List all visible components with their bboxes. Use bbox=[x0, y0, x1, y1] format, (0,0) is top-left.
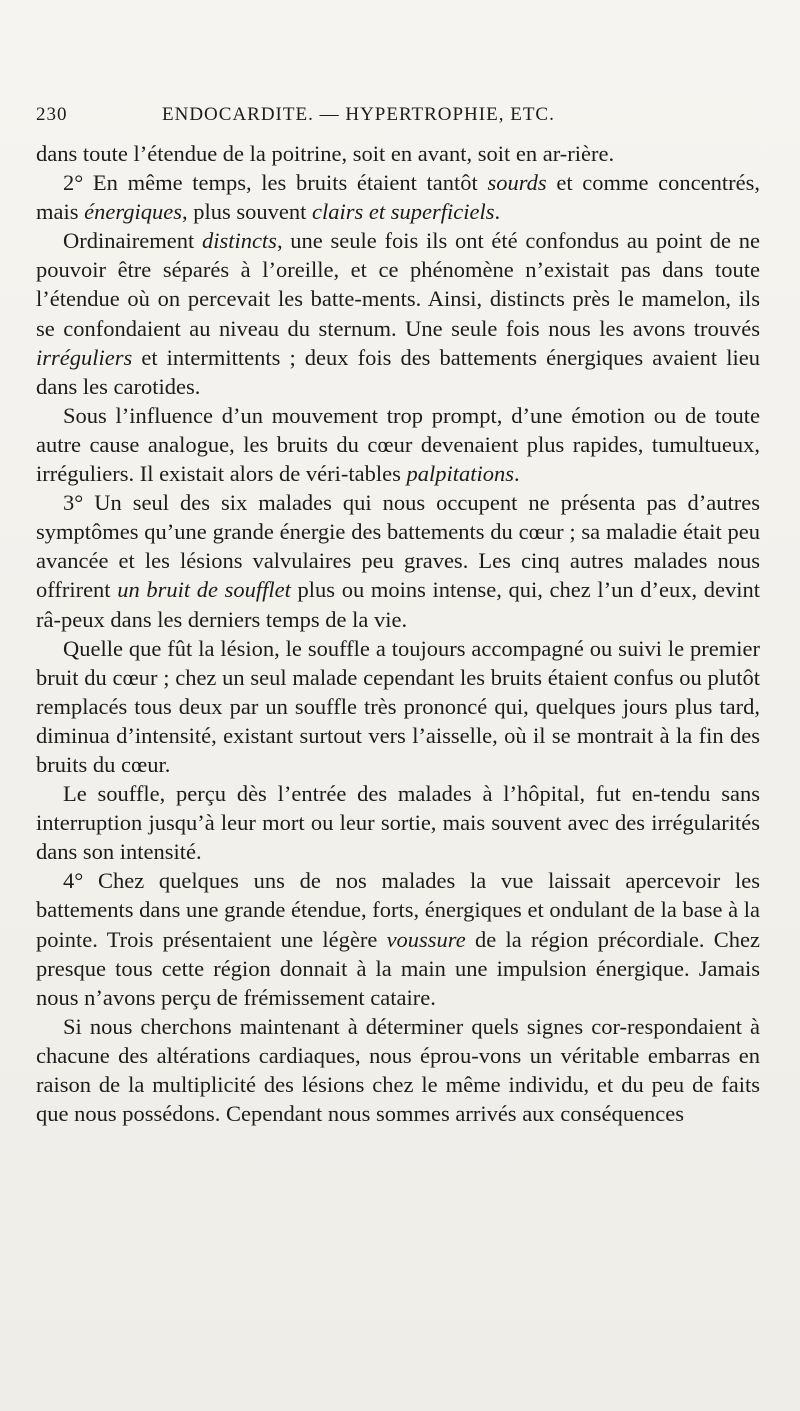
text-run: Sous l’influence d’un mouvement trop prompt, d’une émotion ou de toute autre cause analogue, les bruits du cœur devenaient plus rapides, tumultueux, irréguliers. Il existait alors de véri-tables bbox=[36, 402, 760, 487]
paragraph bbox=[36, 779, 760, 866]
running-header bbox=[36, 104, 750, 130]
text-run: Si nous cherchons maintenant à déterminer quels signes cor-respondaient à chacune des altérations cardiaques, nous éprou-vons un véritable embarras en raison de la multiplicité des lésions chez le même individu, et du peu de faits que nous possédons. Cependant nous sommes arrivés aux conséquences bbox=[36, 1013, 760, 1127]
text-run: . bbox=[494, 199, 501, 225]
italic-text: irréguliers bbox=[36, 344, 133, 370]
italic-text: voussure bbox=[386, 926, 466, 952]
text-run: . bbox=[514, 461, 520, 487]
text-run: Le souffle, perçu dès l’entrée des malades à l’hôpital, fut en-tendu sans interruption jusqu’à leur mort ou leur sortie, mais souvent avec des irrégularités dans son intensité. bbox=[36, 781, 760, 865]
text-run: et comme concentrés, mais bbox=[36, 170, 760, 225]
paragraph bbox=[36, 866, 760, 1011]
paragraph bbox=[36, 634, 760, 779]
text-run: 2° En même temps, les bruits étaient tantôt bbox=[63, 170, 488, 196]
text-run: , une seule fois ils ont été confondus au point de ne pouvoir être séparés à l’oreille, et ce phénomène n’existait pas dans toute l’étendue où on percevait les batte-ments. Ainsi, distincts près le mamelon, ils se confondaient au niveau du sternum. Une seule fois nous les avons trouvés bbox=[36, 228, 760, 341]
text-run: 4° Chez quelques uns de nos malades la vue laissait apercevoir les battements dans une grande étendue, forts, énergiques et ondulant de la base à la pointe. Trois présentaient une légère bbox=[36, 868, 760, 952]
paragraph bbox=[36, 168, 760, 226]
running-title: ENDOCARDITE. — HYPERTROPHIE, ETC. bbox=[162, 104, 555, 125]
paragraph bbox=[36, 488, 760, 633]
text-run: Ordinairement bbox=[63, 228, 202, 254]
text-run: plus ou moins intense, qui, chez l’un d’eux, devint râ-peux dans les derniers temps de la vie. bbox=[36, 577, 760, 632]
text-run: Quelle que fût la lésion, le souffle a toujours accompagné ou suivi le premier bruit du cœur ; chez un seul malade cependant les bruits étaient confus ou plutôt remplacés tous deux par un souffle très prononcé qui, quelques jours plus tard, diminua d’intensité, existant surtout vers l’aisselle, où il se montrait à la fin des bruits du cœur. bbox=[36, 635, 760, 777]
paragraph bbox=[36, 139, 760, 168]
text-run: et intermittents ; deux fois des battements énergiques avaient lieu dans les carotides. bbox=[36, 344, 760, 399]
paragraph bbox=[36, 226, 760, 401]
italic-text: palpitations bbox=[406, 461, 515, 487]
paragraph bbox=[36, 1012, 760, 1128]
page-number: 230 bbox=[36, 104, 68, 125]
italic-text: un bruit de soufflet bbox=[117, 577, 291, 603]
text-run: de la région précordiale. Chez presque tous cette région donnait à la main une impulsion énergique. Jamais nous n’avons perçu de frémissement cataire. bbox=[36, 926, 760, 1010]
italic-text: sourds bbox=[487, 170, 547, 196]
text-run: 3° Un seul des six malades qui nous occupent ne présenta pas d’autres symptômes qu’une grande énergie des battements du cœur ; sa maladie était peu avancée et les lésions valvulaires peu graves. Les cinq autres malades nous offrirent bbox=[36, 490, 760, 603]
paragraph bbox=[36, 401, 760, 488]
text-run: , plus souvent bbox=[182, 199, 313, 225]
italic-text: distincts bbox=[201, 228, 277, 254]
italic-text: énergiques bbox=[84, 199, 183, 225]
italic-text: clairs et superficiels bbox=[312, 199, 495, 225]
body-text bbox=[36, 139, 760, 1128]
text-run: dans toute l’étendue de la poitrine, soit en avant, soit en ar-rière. bbox=[36, 141, 615, 166]
